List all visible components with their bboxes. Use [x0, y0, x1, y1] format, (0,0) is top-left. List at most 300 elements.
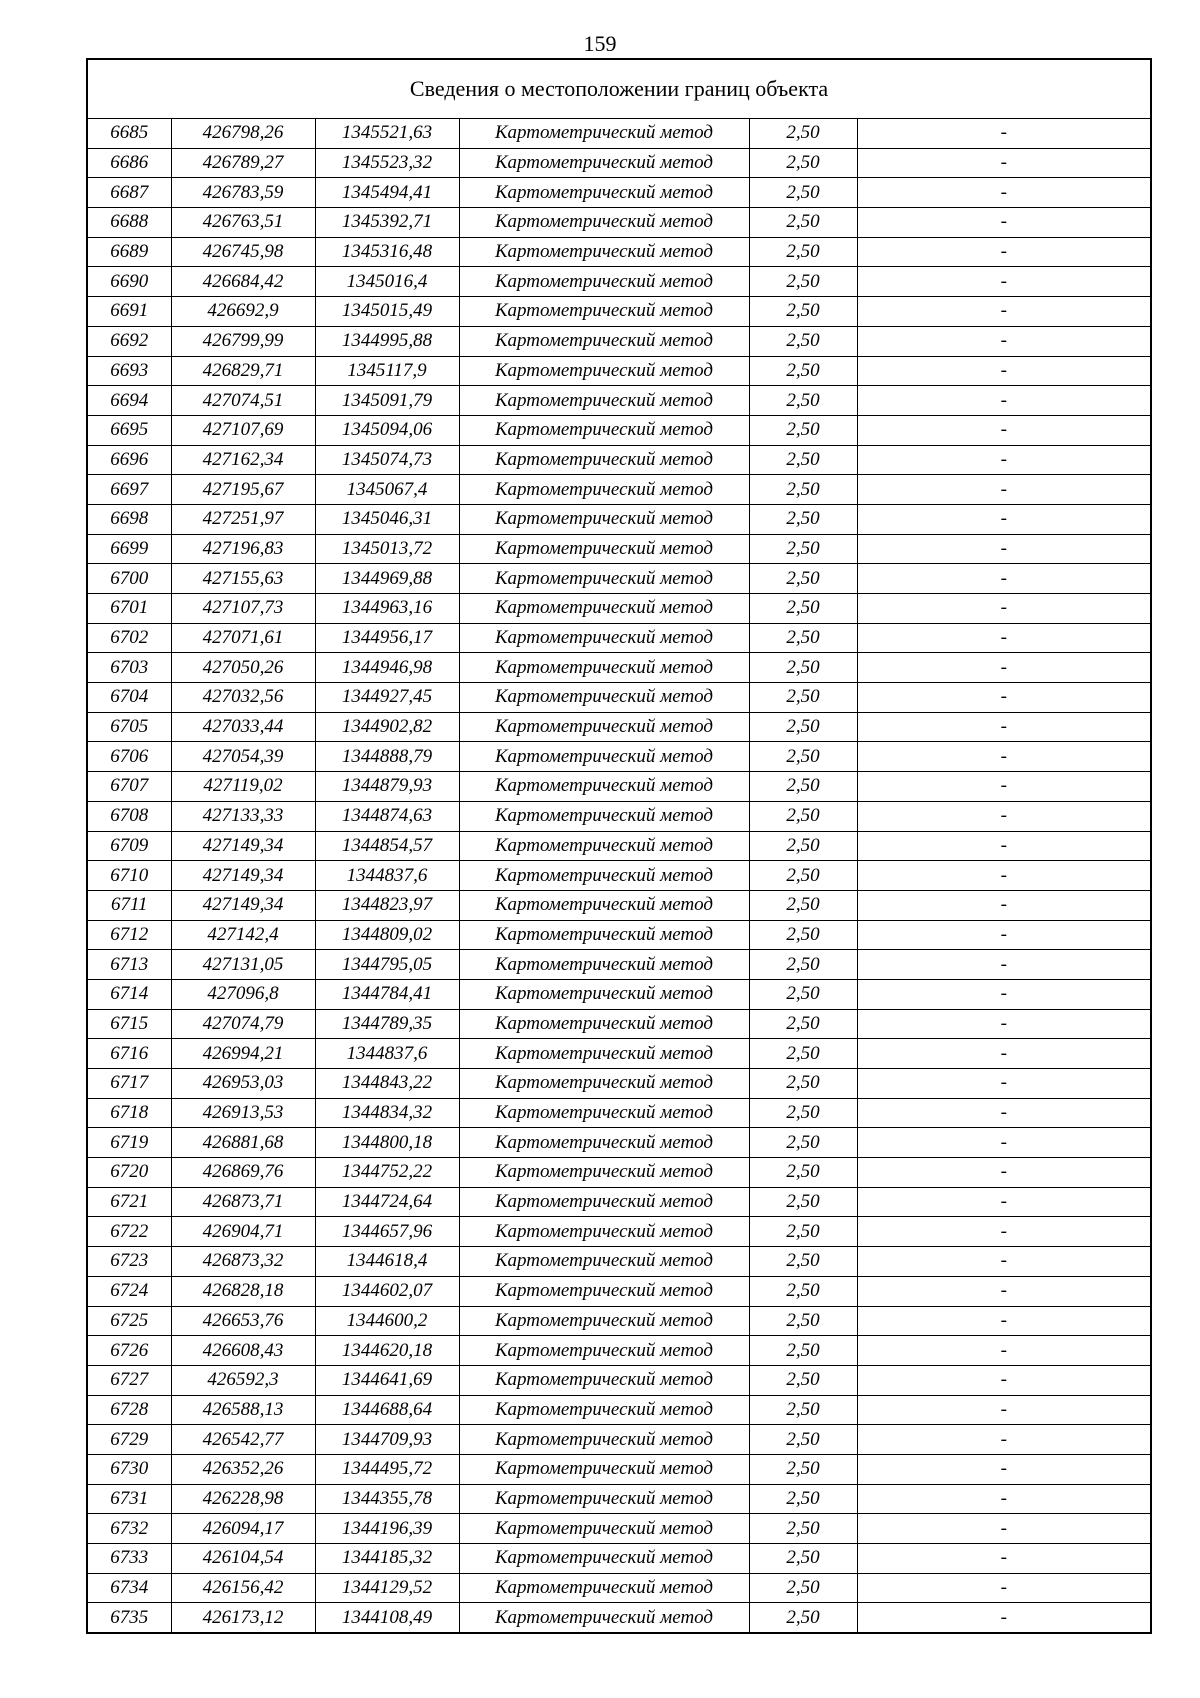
point-number-cell: 6706	[87, 742, 171, 772]
table-row	[87, 564, 1151, 594]
accuracy-cell: 2,50	[749, 683, 857, 713]
table-row	[87, 148, 1151, 178]
description-cell: -	[857, 712, 1151, 742]
method-cell: Картометрический метод	[459, 415, 749, 445]
x-coordinate-cell: 427050,26	[171, 653, 315, 683]
description-cell: -	[857, 1425, 1151, 1455]
x-coordinate-cell: 427133,33	[171, 801, 315, 831]
description-cell: -	[857, 1603, 1151, 1633]
x-coordinate-cell: 427033,44	[171, 712, 315, 742]
y-coordinate-cell: 1345316,48	[315, 237, 459, 267]
x-coordinate-cell: 426783,59	[171, 178, 315, 208]
y-coordinate-cell: 1344946,98	[315, 653, 459, 683]
table-row	[87, 979, 1151, 1009]
x-coordinate-cell: 427142,4	[171, 920, 315, 950]
y-coordinate-cell: 1344784,41	[315, 979, 459, 1009]
method-cell: Картометрический метод	[459, 1039, 749, 1069]
description-cell: -	[857, 683, 1151, 713]
table-row	[87, 742, 1151, 772]
description-cell: -	[857, 267, 1151, 297]
description-cell: -	[857, 237, 1151, 267]
accuracy-cell: 2,50	[749, 1484, 857, 1514]
description-cell: -	[857, 1009, 1151, 1039]
x-coordinate-cell: 426228,98	[171, 1484, 315, 1514]
point-number-cell: 6719	[87, 1128, 171, 1158]
point-number-cell: 6705	[87, 712, 171, 742]
y-coordinate-cell: 1344108,49	[315, 1603, 459, 1633]
x-coordinate-cell: 427131,05	[171, 950, 315, 980]
method-cell: Картометрический метод	[459, 1573, 749, 1603]
method-cell: Картометрический метод	[459, 1098, 749, 1128]
accuracy-cell: 2,50	[749, 1039, 857, 1069]
accuracy-cell: 2,50	[749, 890, 857, 920]
method-cell: Картометрический метод	[459, 326, 749, 356]
accuracy-cell: 2,50	[749, 920, 857, 950]
table-row	[87, 712, 1151, 742]
method-cell: Картометрический метод	[459, 564, 749, 594]
y-coordinate-cell: 1345046,31	[315, 504, 459, 534]
table-row	[87, 1217, 1151, 1247]
table-row	[87, 1454, 1151, 1484]
accuracy-cell: 2,50	[749, 742, 857, 772]
table-row	[87, 534, 1151, 564]
point-number-cell: 6735	[87, 1603, 171, 1633]
y-coordinate-cell: 1344495,72	[315, 1454, 459, 1484]
x-coordinate-cell: 427074,51	[171, 386, 315, 416]
point-number-cell: 6689	[87, 237, 171, 267]
description-cell: -	[857, 1069, 1151, 1099]
y-coordinate-cell: 1345094,06	[315, 415, 459, 445]
accuracy-cell: 2,50	[749, 1514, 857, 1544]
method-cell: Картометрический метод	[459, 1306, 749, 1336]
boundary-table	[86, 58, 1152, 1634]
y-coordinate-cell: 1344888,79	[315, 742, 459, 772]
table-row	[87, 801, 1151, 831]
accuracy-cell: 2,50	[749, 504, 857, 534]
table-row	[87, 1395, 1151, 1425]
method-cell: Картометрический метод	[459, 890, 749, 920]
table-row	[87, 950, 1151, 980]
method-cell: Картометрический метод	[459, 1454, 749, 1484]
description-cell: -	[857, 1217, 1151, 1247]
table-row	[87, 504, 1151, 534]
y-coordinate-cell: 1344724,64	[315, 1187, 459, 1217]
table-row	[87, 445, 1151, 475]
x-coordinate-cell: 426904,71	[171, 1217, 315, 1247]
x-coordinate-cell: 426913,53	[171, 1098, 315, 1128]
y-coordinate-cell: 1344969,88	[315, 564, 459, 594]
x-coordinate-cell: 426881,68	[171, 1128, 315, 1158]
point-number-cell: 6710	[87, 861, 171, 891]
point-number-cell: 6721	[87, 1187, 171, 1217]
method-cell: Картометрический метод	[459, 445, 749, 475]
description-cell: -	[857, 1306, 1151, 1336]
accuracy-cell: 2,50	[749, 237, 857, 267]
point-number-cell: 6691	[87, 297, 171, 327]
x-coordinate-cell: 426608,43	[171, 1336, 315, 1366]
point-number-cell: 6715	[87, 1009, 171, 1039]
point-number-cell: 6725	[87, 1306, 171, 1336]
x-coordinate-cell: 426692,9	[171, 297, 315, 327]
x-coordinate-cell: 427195,67	[171, 475, 315, 505]
x-coordinate-cell: 427251,97	[171, 504, 315, 534]
y-coordinate-cell: 1345016,4	[315, 267, 459, 297]
accuracy-cell: 2,50	[749, 564, 857, 594]
accuracy-cell: 2,50	[749, 386, 857, 416]
accuracy-cell: 2,50	[749, 1276, 857, 1306]
method-cell: Картометрический метод	[459, 148, 749, 178]
point-number-cell: 6700	[87, 564, 171, 594]
method-cell: Картометрический метод	[459, 861, 749, 891]
table-row	[87, 772, 1151, 802]
x-coordinate-cell: 427107,69	[171, 415, 315, 445]
accuracy-cell: 2,50	[749, 1158, 857, 1188]
table-row	[87, 1425, 1151, 1455]
y-coordinate-cell: 1344823,97	[315, 890, 459, 920]
point-number-cell: 6713	[87, 950, 171, 980]
description-cell: -	[857, 415, 1151, 445]
method-cell: Картометрический метод	[459, 653, 749, 683]
description-cell: -	[857, 831, 1151, 861]
method-cell: Картометрический метод	[459, 475, 749, 505]
accuracy-cell: 2,50	[749, 297, 857, 327]
description-cell: -	[857, 920, 1151, 950]
point-number-cell: 6726	[87, 1336, 171, 1366]
y-coordinate-cell: 1345015,49	[315, 297, 459, 327]
x-coordinate-cell: 426684,42	[171, 267, 315, 297]
table-row	[87, 178, 1151, 208]
table-title: Сведения о местоположении границ объекта	[87, 59, 1151, 119]
method-cell: Картометрический метод	[459, 1603, 749, 1633]
x-coordinate-cell: 426653,76	[171, 1306, 315, 1336]
x-coordinate-cell: 427107,73	[171, 594, 315, 624]
description-cell: -	[857, 148, 1151, 178]
description-cell: -	[857, 1039, 1151, 1069]
table-row	[87, 326, 1151, 356]
x-coordinate-cell: 427149,34	[171, 861, 315, 891]
accuracy-cell: 2,50	[749, 1454, 857, 1484]
method-cell: Картометрический метод	[459, 623, 749, 653]
point-number-cell: 6711	[87, 890, 171, 920]
method-cell: Картометрический метод	[459, 1395, 749, 1425]
table-row	[87, 386, 1151, 416]
accuracy-cell: 2,50	[749, 772, 857, 802]
y-coordinate-cell: 1344129,52	[315, 1573, 459, 1603]
point-number-cell: 6688	[87, 208, 171, 238]
accuracy-cell: 2,50	[749, 445, 857, 475]
description-cell: -	[857, 475, 1151, 505]
x-coordinate-cell: 426869,76	[171, 1158, 315, 1188]
table-row	[87, 1276, 1151, 1306]
table-row	[87, 1603, 1151, 1633]
y-coordinate-cell: 1345494,41	[315, 178, 459, 208]
y-coordinate-cell: 1344688,64	[315, 1395, 459, 1425]
point-number-cell: 6709	[87, 831, 171, 861]
x-coordinate-cell: 426789,27	[171, 148, 315, 178]
accuracy-cell: 2,50	[749, 534, 857, 564]
accuracy-cell: 2,50	[749, 119, 857, 149]
y-coordinate-cell: 1345523,32	[315, 148, 459, 178]
y-coordinate-cell: 1345091,79	[315, 386, 459, 416]
point-number-cell: 6730	[87, 1454, 171, 1484]
table-row	[87, 1158, 1151, 1188]
description-cell: -	[857, 297, 1151, 327]
x-coordinate-cell: 427074,79	[171, 1009, 315, 1039]
method-cell: Картометрический метод	[459, 772, 749, 802]
method-cell: Картометрический метод	[459, 386, 749, 416]
description-cell: -	[857, 326, 1151, 356]
table-row	[87, 208, 1151, 238]
table-row	[87, 237, 1151, 267]
point-number-cell: 6716	[87, 1039, 171, 1069]
description-cell: -	[857, 623, 1151, 653]
description-cell: -	[857, 386, 1151, 416]
description-cell: -	[857, 861, 1151, 891]
description-cell: -	[857, 1247, 1151, 1277]
point-number-cell: 6702	[87, 623, 171, 653]
method-cell: Картометрический метод	[459, 1484, 749, 1514]
point-number-cell: 6695	[87, 415, 171, 445]
table-row	[87, 683, 1151, 713]
x-coordinate-cell: 427032,56	[171, 683, 315, 713]
point-number-cell: 6699	[87, 534, 171, 564]
method-cell: Картометрический метод	[459, 1217, 749, 1247]
x-coordinate-cell: 426953,03	[171, 1069, 315, 1099]
description-cell: -	[857, 890, 1151, 920]
accuracy-cell: 2,50	[749, 208, 857, 238]
table-row	[87, 890, 1151, 920]
accuracy-cell: 2,50	[749, 1544, 857, 1574]
method-cell: Картометрический метод	[459, 683, 749, 713]
description-cell: -	[857, 594, 1151, 624]
y-coordinate-cell: 1344752,22	[315, 1158, 459, 1188]
x-coordinate-cell: 426173,12	[171, 1603, 315, 1633]
accuracy-cell: 2,50	[749, 1425, 857, 1455]
method-cell: Картометрический метод	[459, 237, 749, 267]
x-coordinate-cell: 426156,42	[171, 1573, 315, 1603]
x-coordinate-cell: 426828,18	[171, 1276, 315, 1306]
y-coordinate-cell: 1344874,63	[315, 801, 459, 831]
method-cell: Картометрический метод	[459, 801, 749, 831]
x-coordinate-cell: 427149,34	[171, 890, 315, 920]
y-coordinate-cell: 1344355,78	[315, 1484, 459, 1514]
accuracy-cell: 2,50	[749, 1217, 857, 1247]
description-cell: -	[857, 208, 1151, 238]
y-coordinate-cell: 1344837,6	[315, 1039, 459, 1069]
point-number-cell: 6718	[87, 1098, 171, 1128]
method-cell: Картометрический метод	[459, 920, 749, 950]
point-number-cell: 6692	[87, 326, 171, 356]
y-coordinate-cell: 1344709,93	[315, 1425, 459, 1455]
description-cell: -	[857, 1454, 1151, 1484]
y-coordinate-cell: 1345392,71	[315, 208, 459, 238]
point-number-cell: 6698	[87, 504, 171, 534]
table-row	[87, 1365, 1151, 1395]
x-coordinate-cell: 426094,17	[171, 1514, 315, 1544]
y-coordinate-cell: 1344902,82	[315, 712, 459, 742]
table-row	[87, 1128, 1151, 1158]
table-row	[87, 1187, 1151, 1217]
point-number-cell: 6697	[87, 475, 171, 505]
method-cell: Картометрический метод	[459, 1009, 749, 1039]
method-cell: Картометрический метод	[459, 1276, 749, 1306]
x-coordinate-cell: 426798,26	[171, 119, 315, 149]
table-title-row	[87, 59, 1151, 119]
method-cell: Картометрический метод	[459, 831, 749, 861]
point-number-cell: 6731	[87, 1484, 171, 1514]
x-coordinate-cell: 427096,8	[171, 979, 315, 1009]
table-row	[87, 267, 1151, 297]
y-coordinate-cell: 1344995,88	[315, 326, 459, 356]
method-cell: Картометрический метод	[459, 534, 749, 564]
table-row	[87, 1336, 1151, 1366]
description-cell: -	[857, 1484, 1151, 1514]
accuracy-cell: 2,50	[749, 831, 857, 861]
table-row	[87, 475, 1151, 505]
table-row	[87, 1306, 1151, 1336]
point-number-cell: 6723	[87, 1247, 171, 1277]
description-cell: -	[857, 1158, 1151, 1188]
accuracy-cell: 2,50	[749, 356, 857, 386]
y-coordinate-cell: 1345117,9	[315, 356, 459, 386]
method-cell: Картометрический метод	[459, 1247, 749, 1277]
point-number-cell: 6722	[87, 1217, 171, 1247]
description-cell: -	[857, 1573, 1151, 1603]
description-cell: -	[857, 119, 1151, 149]
point-number-cell: 6727	[87, 1365, 171, 1395]
description-cell: -	[857, 1128, 1151, 1158]
method-cell: Картометрический метод	[459, 178, 749, 208]
accuracy-cell: 2,50	[749, 653, 857, 683]
accuracy-cell: 2,50	[749, 623, 857, 653]
accuracy-cell: 2,50	[749, 326, 857, 356]
point-number-cell: 6687	[87, 178, 171, 208]
y-coordinate-cell: 1344620,18	[315, 1336, 459, 1366]
description-cell: -	[857, 534, 1151, 564]
point-number-cell: 6729	[87, 1425, 171, 1455]
point-number-cell: 6717	[87, 1069, 171, 1099]
description-cell: -	[857, 1514, 1151, 1544]
description-cell: -	[857, 653, 1151, 683]
table-row	[87, 297, 1151, 327]
method-cell: Картометрический метод	[459, 594, 749, 624]
x-coordinate-cell: 426588,13	[171, 1395, 315, 1425]
point-number-cell: 6686	[87, 148, 171, 178]
point-number-cell: 6714	[87, 979, 171, 1009]
point-number-cell: 6712	[87, 920, 171, 950]
description-cell: -	[857, 1276, 1151, 1306]
table-row	[87, 1484, 1151, 1514]
y-coordinate-cell: 1344854,57	[315, 831, 459, 861]
method-cell: Картометрический метод	[459, 504, 749, 534]
accuracy-cell: 2,50	[749, 1247, 857, 1277]
x-coordinate-cell: 427196,83	[171, 534, 315, 564]
accuracy-cell: 2,50	[749, 1187, 857, 1217]
accuracy-cell: 2,50	[749, 1395, 857, 1425]
point-number-cell: 6701	[87, 594, 171, 624]
method-cell: Картометрический метод	[459, 119, 749, 149]
x-coordinate-cell: 427149,34	[171, 831, 315, 861]
x-coordinate-cell: 426873,32	[171, 1247, 315, 1277]
y-coordinate-cell: 1345013,72	[315, 534, 459, 564]
point-number-cell: 6708	[87, 801, 171, 831]
y-coordinate-cell: 1344641,69	[315, 1365, 459, 1395]
y-coordinate-cell: 1344795,05	[315, 950, 459, 980]
accuracy-cell: 2,50	[749, 1306, 857, 1336]
description-cell: -	[857, 1187, 1151, 1217]
x-coordinate-cell: 426745,98	[171, 237, 315, 267]
x-coordinate-cell: 426829,71	[171, 356, 315, 386]
x-coordinate-cell: 426352,26	[171, 1454, 315, 1484]
method-cell: Картометрический метод	[459, 979, 749, 1009]
y-coordinate-cell: 1344600,2	[315, 1306, 459, 1336]
method-cell: Картометрический метод	[459, 1365, 749, 1395]
accuracy-cell: 2,50	[749, 1098, 857, 1128]
method-cell: Картометрический метод	[459, 356, 749, 386]
point-number-cell: 6703	[87, 653, 171, 683]
point-number-cell: 6704	[87, 683, 171, 713]
table-row	[87, 1098, 1151, 1128]
accuracy-cell: 2,50	[749, 475, 857, 505]
y-coordinate-cell: 1345521,63	[315, 119, 459, 149]
page-number: 159	[583, 31, 617, 56]
point-number-cell: 6693	[87, 356, 171, 386]
description-cell: -	[857, 504, 1151, 534]
description-cell: -	[857, 1098, 1151, 1128]
y-coordinate-cell: 1345067,4	[315, 475, 459, 505]
table-row	[87, 861, 1151, 891]
accuracy-cell: 2,50	[749, 979, 857, 1009]
method-cell: Картометрический метод	[459, 1514, 749, 1544]
y-coordinate-cell: 1344879,93	[315, 772, 459, 802]
accuracy-cell: 2,50	[749, 1128, 857, 1158]
description-cell: -	[857, 950, 1151, 980]
description-cell: -	[857, 742, 1151, 772]
table-row	[87, 1247, 1151, 1277]
accuracy-cell: 2,50	[749, 1336, 857, 1366]
x-coordinate-cell: 426542,77	[171, 1425, 315, 1455]
y-coordinate-cell: 1344618,4	[315, 1247, 459, 1277]
accuracy-cell: 2,50	[749, 950, 857, 980]
y-coordinate-cell: 1344800,18	[315, 1128, 459, 1158]
x-coordinate-cell: 427071,61	[171, 623, 315, 653]
description-cell: -	[857, 178, 1151, 208]
accuracy-cell: 2,50	[749, 415, 857, 445]
x-coordinate-cell: 427054,39	[171, 742, 315, 772]
y-coordinate-cell: 1344834,32	[315, 1098, 459, 1128]
description-cell: -	[857, 1544, 1151, 1574]
accuracy-cell: 2,50	[749, 267, 857, 297]
y-coordinate-cell: 1344843,22	[315, 1069, 459, 1099]
point-number-cell: 6733	[87, 1544, 171, 1574]
description-cell: -	[857, 1336, 1151, 1366]
method-cell: Картометрический метод	[459, 1158, 749, 1188]
method-cell: Картометрический метод	[459, 297, 749, 327]
method-cell: Картометрический метод	[459, 208, 749, 238]
point-number-cell: 6720	[87, 1158, 171, 1188]
description-cell: -	[857, 1365, 1151, 1395]
accuracy-cell: 2,50	[749, 1009, 857, 1039]
table-row	[87, 1069, 1151, 1099]
method-cell: Картометрический метод	[459, 1128, 749, 1158]
x-coordinate-cell: 427119,02	[171, 772, 315, 802]
point-number-cell: 6694	[87, 386, 171, 416]
table-body	[87, 59, 1151, 1633]
table-row	[87, 1039, 1151, 1069]
point-number-cell: 6696	[87, 445, 171, 475]
point-number-cell: 6724	[87, 1276, 171, 1306]
description-cell: -	[857, 772, 1151, 802]
